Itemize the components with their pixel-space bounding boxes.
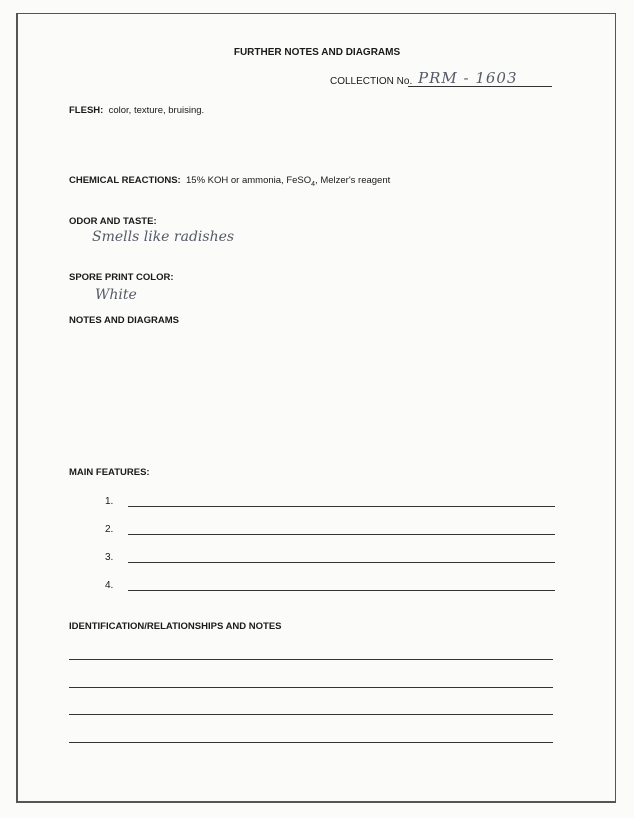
identification-line[interactable] (69, 659, 553, 660)
spore-label: SPORE PRINT COLOR: (69, 272, 174, 283)
flesh-hint: color, texture, bruising. (108, 105, 205, 116)
identification-label: IDENTIFICATION/RELATIONSHIPS AND NOTES (69, 621, 282, 632)
odor-value[interactable]: Smells like radishes (92, 229, 235, 245)
spore-section (69, 272, 174, 283)
notes-label: NOTES AND DIAGRAMS (69, 315, 179, 326)
notes-section (69, 315, 179, 326)
identification-line[interactable] (69, 714, 553, 715)
chemical-label: CHEMICAL REACTIONS: (69, 175, 181, 186)
main-features-label: MAIN FEATURES: (69, 467, 150, 478)
chemical-section (69, 175, 390, 188)
collection-number-value[interactable]: PRM - 1603 (418, 69, 518, 87)
feature-number: 4. (105, 580, 114, 591)
main-features-section (69, 467, 150, 478)
identification-section (69, 621, 282, 632)
odor-section (69, 216, 157, 227)
odor-label: ODOR AND TASTE: (69, 216, 157, 227)
feature-line[interactable] (128, 506, 555, 507)
spore-value[interactable]: White (95, 287, 137, 303)
flesh-label: FLESH: (69, 105, 104, 116)
feature-number: 2. (105, 524, 114, 535)
feature-line[interactable] (128, 562, 555, 563)
identification-line[interactable] (69, 687, 553, 688)
feature-number: 3. (105, 552, 114, 563)
form-sheet (16, 13, 616, 803)
feature-line[interactable] (128, 534, 555, 535)
feature-line[interactable] (128, 590, 555, 591)
collection-label: COLLECTION No. (330, 76, 413, 87)
flesh-section (69, 105, 204, 116)
form-title: FURTHER NOTES AND DIAGRAMS (233, 47, 401, 58)
identification-line[interactable] (69, 742, 553, 743)
feature-number: 1. (105, 496, 114, 507)
chemical-hint: 15% KOH or ammonia, FeSO$_4$, Melzer's reagent (186, 175, 391, 188)
